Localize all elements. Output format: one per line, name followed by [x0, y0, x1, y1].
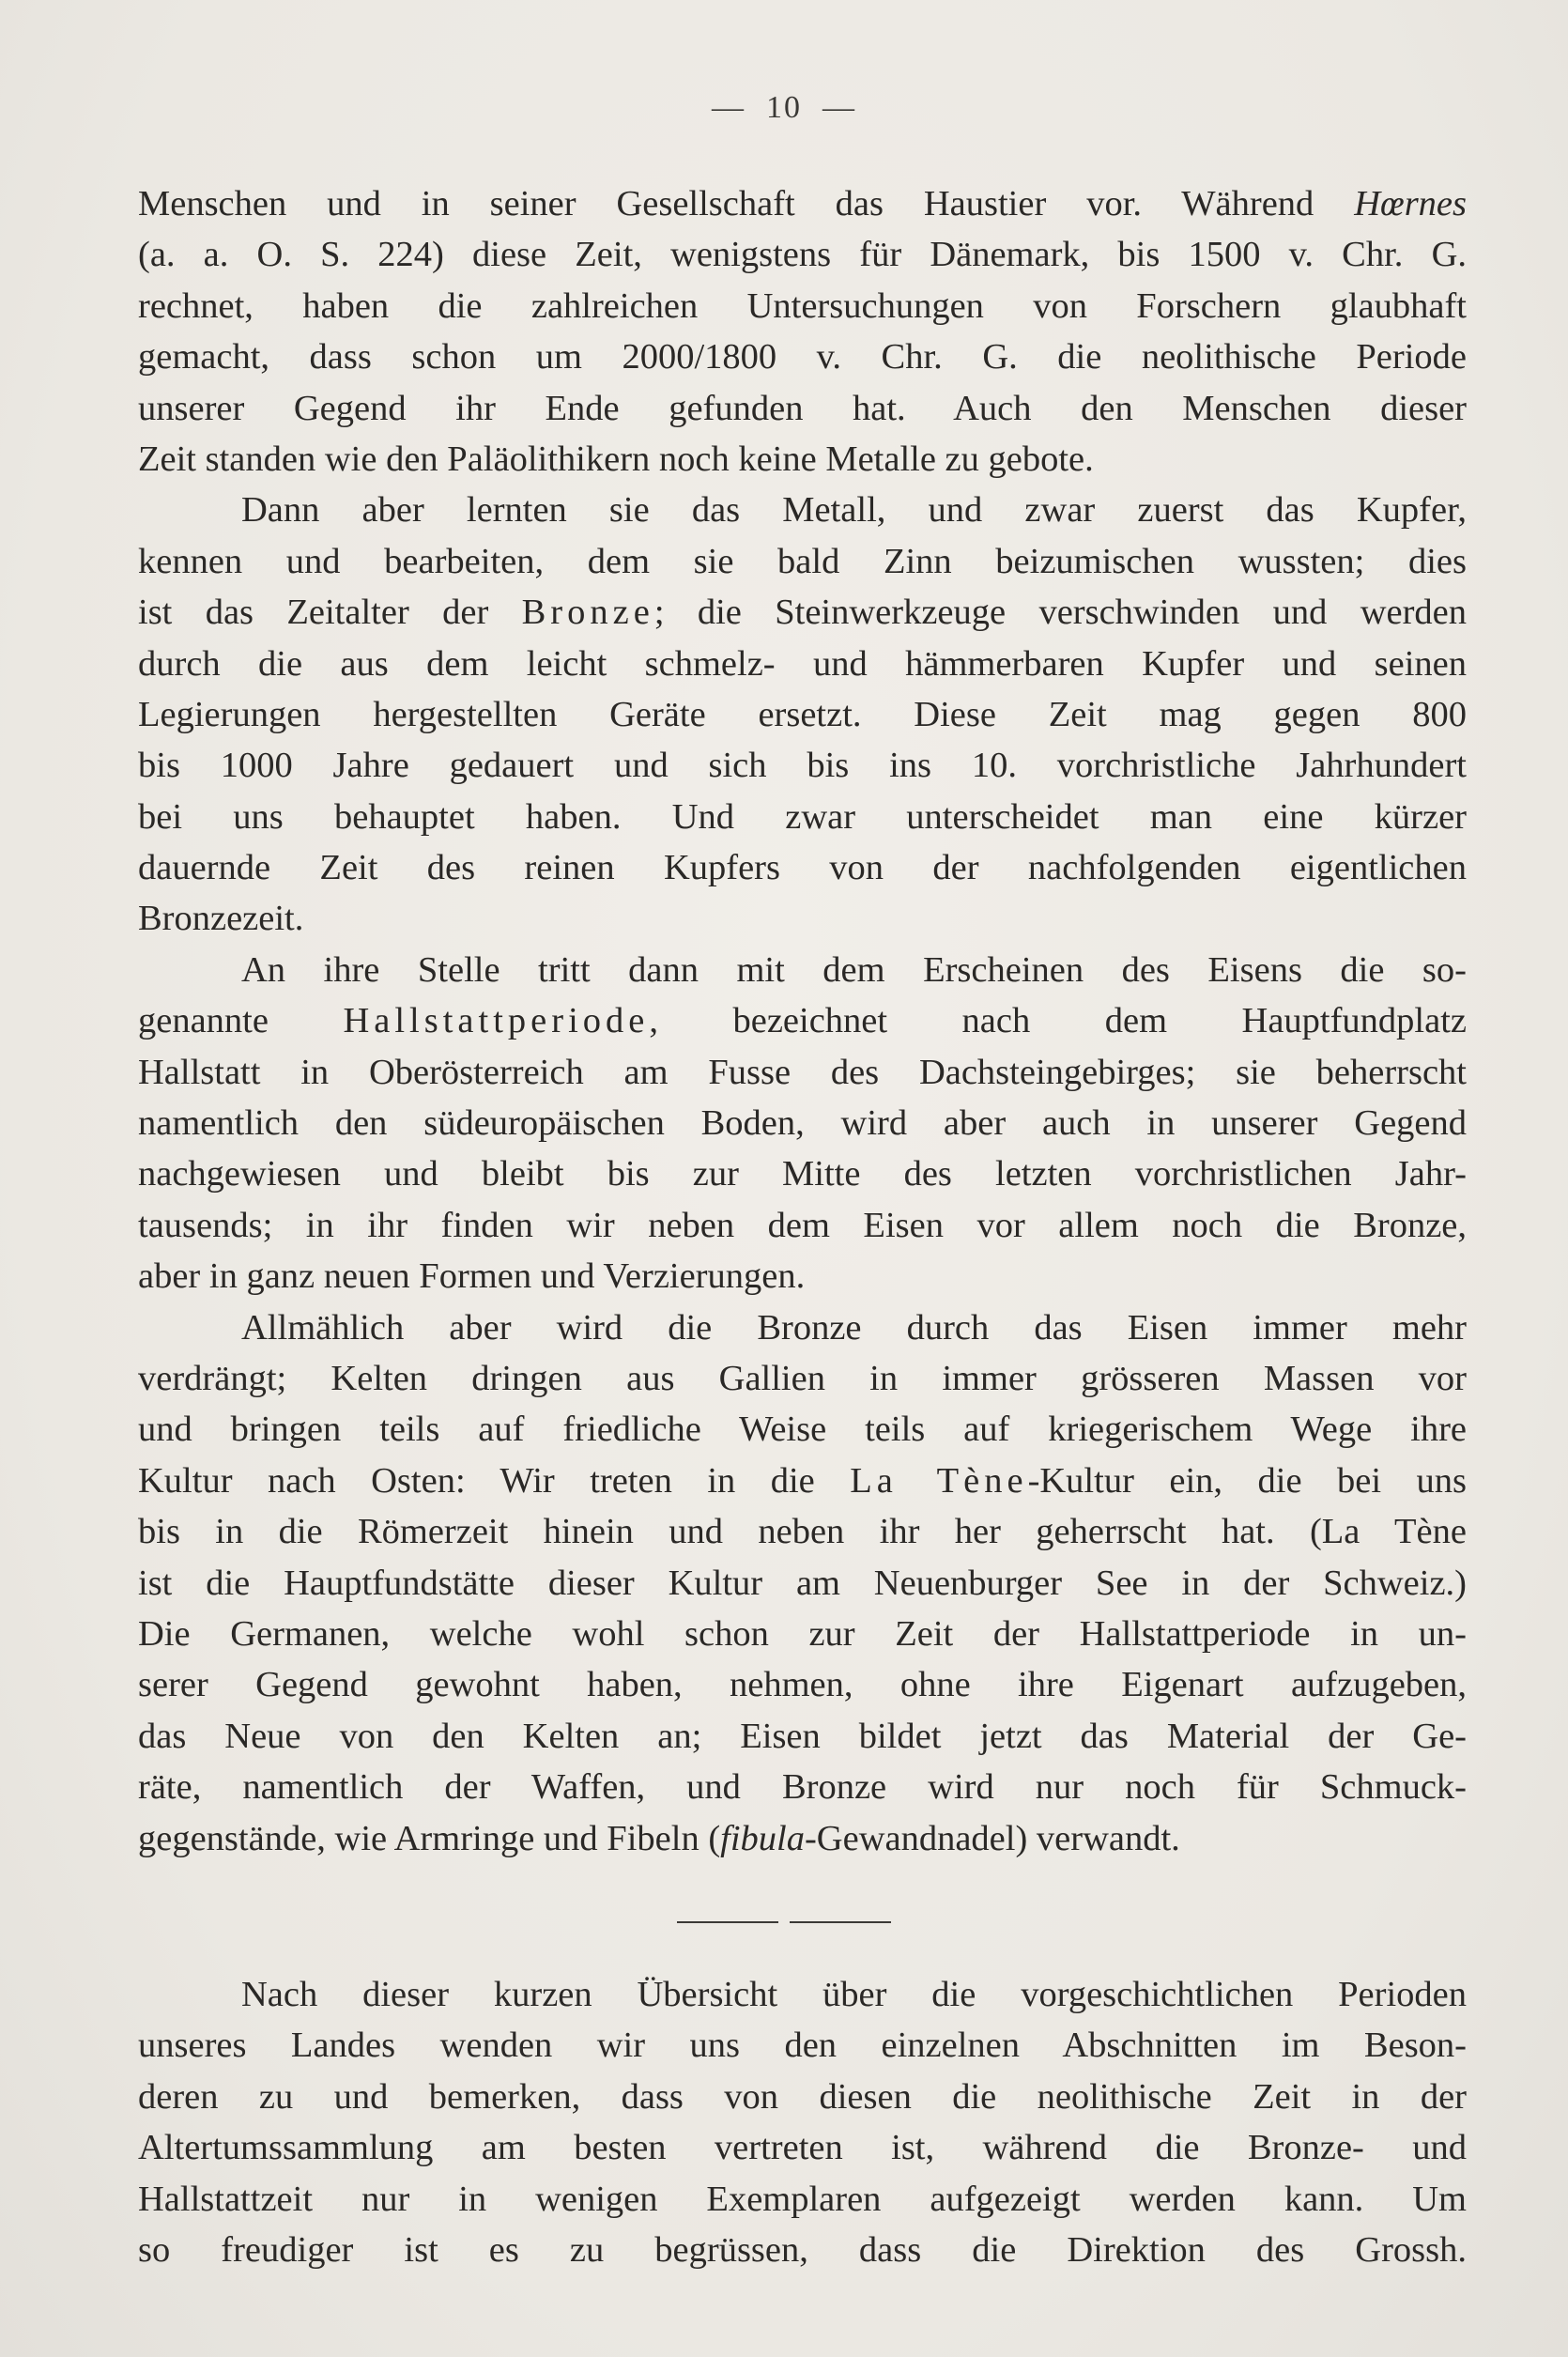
text-line: Die Germanen, welche wohl schon zur Zeit der Hallstattperiode in un- — [138, 1613, 1467, 1654]
text-line: das Neue von den Kelten an; Eisen bildet jetzt das Material der Ge- — [138, 1716, 1467, 1756]
text-fragment: Kultur nach Osten: Wir treten in die — [138, 1460, 815, 1501]
dash-right: — — [822, 90, 856, 125]
spaced-term-bronze: Bronze — [521, 593, 654, 633]
text-line: bis 1000 Jahre gedauert und sich bis ins 10. vorchristliche Jahrhundert — [138, 746, 1467, 786]
dash-left: — — [712, 90, 746, 125]
text-line: tausends; in ihr finden wir neben dem Eisen vor allem noch die Bronze, — [138, 1205, 1467, 1245]
separator-rule — [677, 1921, 778, 1923]
text-line: Dann aber lernten sie das Metall, und zwar zuerst das Kupfer, — [241, 490, 1467, 531]
text-line: gemacht, dass schon um 2000/1800 v. Chr. G. die neolithische Periode — [138, 337, 1467, 377]
text-line: dauernde Zeit des reinen Kupfers von der nachfolgenden eigentlichen — [138, 848, 1467, 888]
text-line — [138, 1456, 1467, 1506]
text-line — [138, 178, 1467, 229]
text-fragment: -Gewandnadel) verwandt. — [804, 1818, 1180, 1858]
text-line: Bronzezeit. — [138, 899, 304, 939]
text-line: bis in die Römerzeit hinein und neben ihr her geherrscht hat. (La Tène — [138, 1512, 1467, 1552]
text-line — [138, 587, 1467, 638]
text-line: Zeit standen wie den Paläolithikern noch keine Metalle zu gebote. — [138, 439, 1094, 479]
text-line: Allmählich aber wird die Bronze durch das Eisen immer mehr — [241, 1307, 1467, 1348]
text-line: Nach dieser kurzen Übersicht über die vorgeschichtlichen Perioden — [241, 1975, 1467, 2014]
text-fragment: gegenstände, wie Armringe und Fibeln ( — [138, 1818, 721, 1858]
section-separator — [0, 1921, 1568, 1931]
text-line: durch die aus dem leicht schmelz- und hämmerbaren Kupfer und seinen — [138, 643, 1467, 684]
text-line: unserer Gegend ihr Ende gefunden hat. Auch den Menschen dieser — [138, 388, 1467, 428]
text-line: kennen und bearbeiten, dem sie bald Zinn beizumischen wussten; dies — [138, 541, 1467, 581]
italic-term-fibula: fibula — [720, 1818, 805, 1858]
main-text-block — [138, 178, 1467, 1864]
text-line: serer Gegend gewohnt haben, nehmen, ohne ihre Eigenart aufzugeben, — [138, 1665, 1467, 1705]
second-text-block — [138, 1969, 1467, 2275]
spaced-term-hallstattperiode: Hallstattperiode — [343, 1001, 650, 1041]
text-line — [138, 995, 1467, 1046]
italic-author-name: Hœrnes — [1354, 184, 1467, 223]
text-fragment: -Kultur ein, die bei uns — [1027, 1460, 1467, 1501]
text-line: Hallstattzeit nur in wenigen Exemplaren aufgezeigt werden kann. Um — [138, 2179, 1467, 2219]
text-line: ist die Hauptfundstätte dieser Kultur am Neuenburger See in der Schweiz.) — [138, 1563, 1467, 1603]
page-number-header — [0, 90, 1568, 126]
text-line: rechnet, haben die zahlreichen Untersuchungen von Forschern glaubhaft — [138, 285, 1467, 326]
text-fragment: genannte — [138, 1001, 269, 1041]
text-fragment: ist das Zeitalter der — [138, 593, 489, 633]
text-fragment: ; die Steinwerkzeuge verschwinden und werden — [653, 593, 1467, 633]
text-line: Altertumssammlung am besten vertreten ist, während die Bronze- und — [138, 2128, 1467, 2168]
page-number: 10 — [766, 90, 802, 125]
text-fragment: Menschen und in seiner Gesellschaft das Haustier vor. Während — [138, 184, 1314, 223]
text-fragment: , bezeichnet nach dem Hauptfundplatz — [649, 1001, 1467, 1041]
text-line: räte, namentlich der Waffen, und Bronze wird nur noch für Schmuck- — [138, 1767, 1467, 1808]
text-line: Hallstatt in Oberösterreich am Fusse des Dachsteingebirges; sie beherrscht — [138, 1052, 1467, 1092]
text-line: so freudiger ist es zu begrüssen, dass die Direktion des Grossh. — [138, 2229, 1467, 2270]
text-line: und bringen teils auf friedliche Weise teils auf kriegerischem Wege ihre — [138, 1410, 1467, 1450]
text-line: unseres Landes wenden wir uns den einzelnen Abschnitten im Beson- — [138, 2026, 1467, 2066]
text-line: bei uns behauptet haben. Und zwar unterscheidet man eine kürzer — [138, 796, 1467, 837]
text-line: aber in ganz neuen Formen und Verzierungen. — [138, 1256, 806, 1297]
separator-rule — [790, 1921, 891, 1923]
text-line — [138, 1813, 1467, 1864]
text-line: namentlich den südeuropäischen Boden, wird aber auch in unserer Gegend — [138, 1103, 1467, 1144]
text-line: An ihre Stelle tritt dann mit dem Erscheinen des Eisens die so- — [241, 949, 1467, 990]
text-line: (a. a. O. S. 224) diese Zeit, wenigstens für Dänemark, bis 1500 v. Chr. G. — [138, 235, 1467, 275]
text-line: Legierungen hergestellten Geräte ersetzt. Diese Zeit mag gegen 800 — [138, 694, 1467, 734]
text-line: deren zu und bemerken, dass von diesen die neolithische Zeit in der — [138, 2076, 1467, 2117]
text-line: verdrängt; Kelten dringen aus Gallien in immer grösseren Massen vor — [138, 1358, 1467, 1398]
text-line: nachgewiesen und bleibt bis zur Mitte des letzten vorchristlichen Jahr- — [138, 1154, 1467, 1194]
spaced-term-la-tene: La Tène — [850, 1460, 1028, 1501]
